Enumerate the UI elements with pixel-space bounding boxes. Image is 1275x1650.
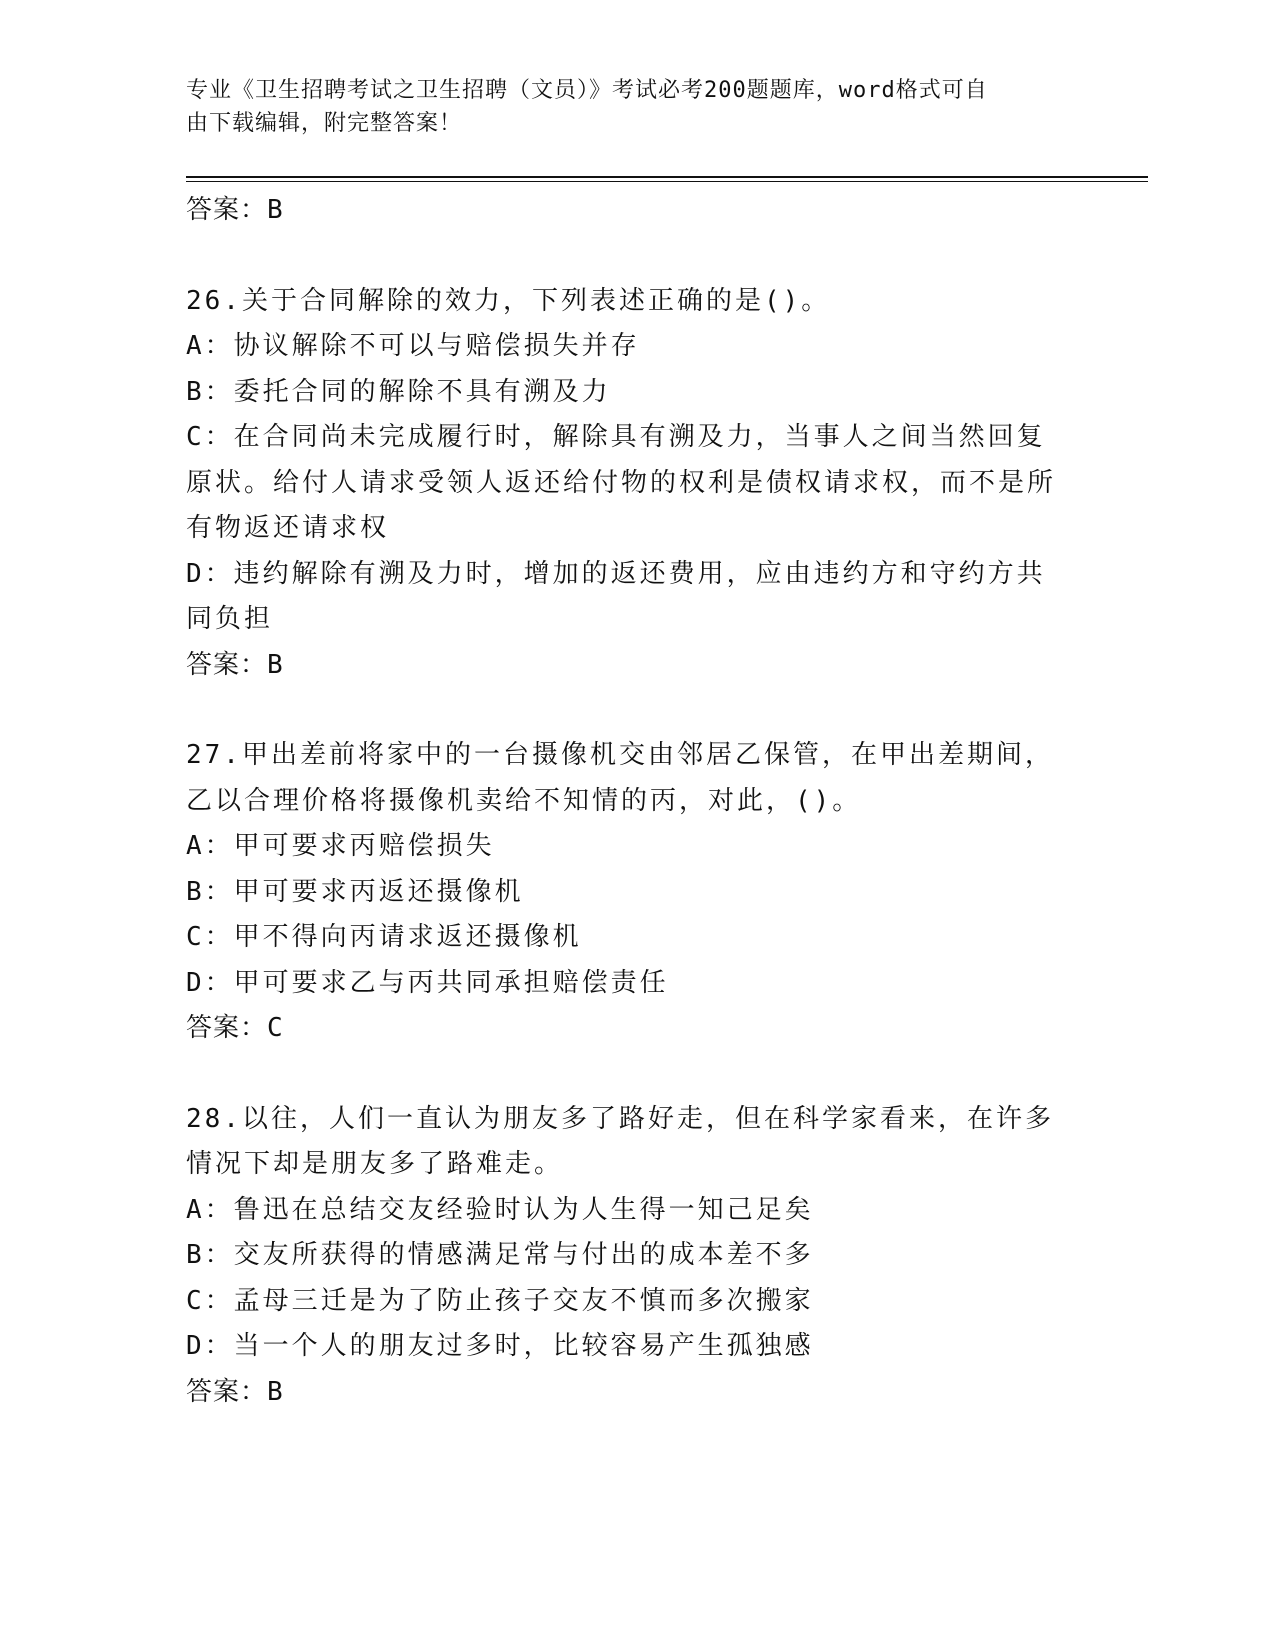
question-stem: 27.甲出差前将家中的一台摄像机交由邻居乙保管，在甲出差期间，乙以合理价格将摄像机卖给不知情的丙，对此，()。 bbox=[186, 740, 1054, 816]
option-d: D：违约解除有溯及力时，增加的返还费用，应由违约方和守约方共同负担 bbox=[186, 558, 1046, 634]
option-d: D：当一个人的朋友过多时，比较容易产生孤独感 bbox=[186, 1331, 814, 1361]
header-divider-thin bbox=[186, 181, 1148, 182]
previous-answer: 答案：B bbox=[186, 195, 284, 225]
question-26 bbox=[186, 279, 1066, 689]
question-stem: 26.关于合同解除的效力，下列表述正确的是()。 bbox=[186, 285, 831, 316]
question-28 bbox=[186, 1097, 1066, 1416]
answer-label: 答案：C bbox=[186, 1013, 284, 1043]
option-a: A：协议解除不可以与赔偿损失并存 bbox=[186, 331, 640, 361]
header-divider bbox=[186, 176, 1148, 178]
option-a: A：甲可要求丙赔偿损失 bbox=[186, 831, 495, 861]
question-stem: 28.以往，人们一直认为朋友多了路好走，但在科学家看来，在许多情况下却是朋友多了路难走。 bbox=[186, 1103, 1054, 1179]
option-c: C：孟母三迁是为了防止孩子交友不慎而多次搬家 bbox=[186, 1285, 814, 1316]
option-b: B：交友所获得的情感满足常与付出的成本差不多 bbox=[186, 1240, 814, 1270]
question-27 bbox=[186, 733, 1066, 1052]
answer-label: 答案：B bbox=[186, 1376, 284, 1407]
option-a: A：鲁迅在总结交友经验时认为人生得一知己足矣 bbox=[186, 1194, 814, 1225]
option-c: C：在合同尚未完成履行时，解除具有溯及力，当事人之间当然回复原状。给付人请求受领人返还给付物的权利是债权请求权，而不是所有物返还请求权 bbox=[186, 422, 1057, 543]
option-c: C：甲不得向丙请求返还摄像机 bbox=[186, 922, 582, 952]
question-list bbox=[186, 188, 1066, 1415]
answer-label: 答案：B bbox=[186, 649, 284, 680]
document-header bbox=[186, 74, 1066, 140]
header-line-1: 专业《卫生招聘考试之卫生招聘（文员）》考试必考200题题库，word格式可自 bbox=[186, 78, 988, 103]
option-d: D：甲可要求乙与丙共同承担赔偿责任 bbox=[186, 967, 669, 998]
option-b: B：委托合同的解除不具有溯及力 bbox=[186, 376, 611, 407]
option-b: B：甲可要求丙返还摄像机 bbox=[186, 876, 524, 907]
header-line-2: 由下载编辑，附完整答案！ bbox=[186, 111, 463, 136]
